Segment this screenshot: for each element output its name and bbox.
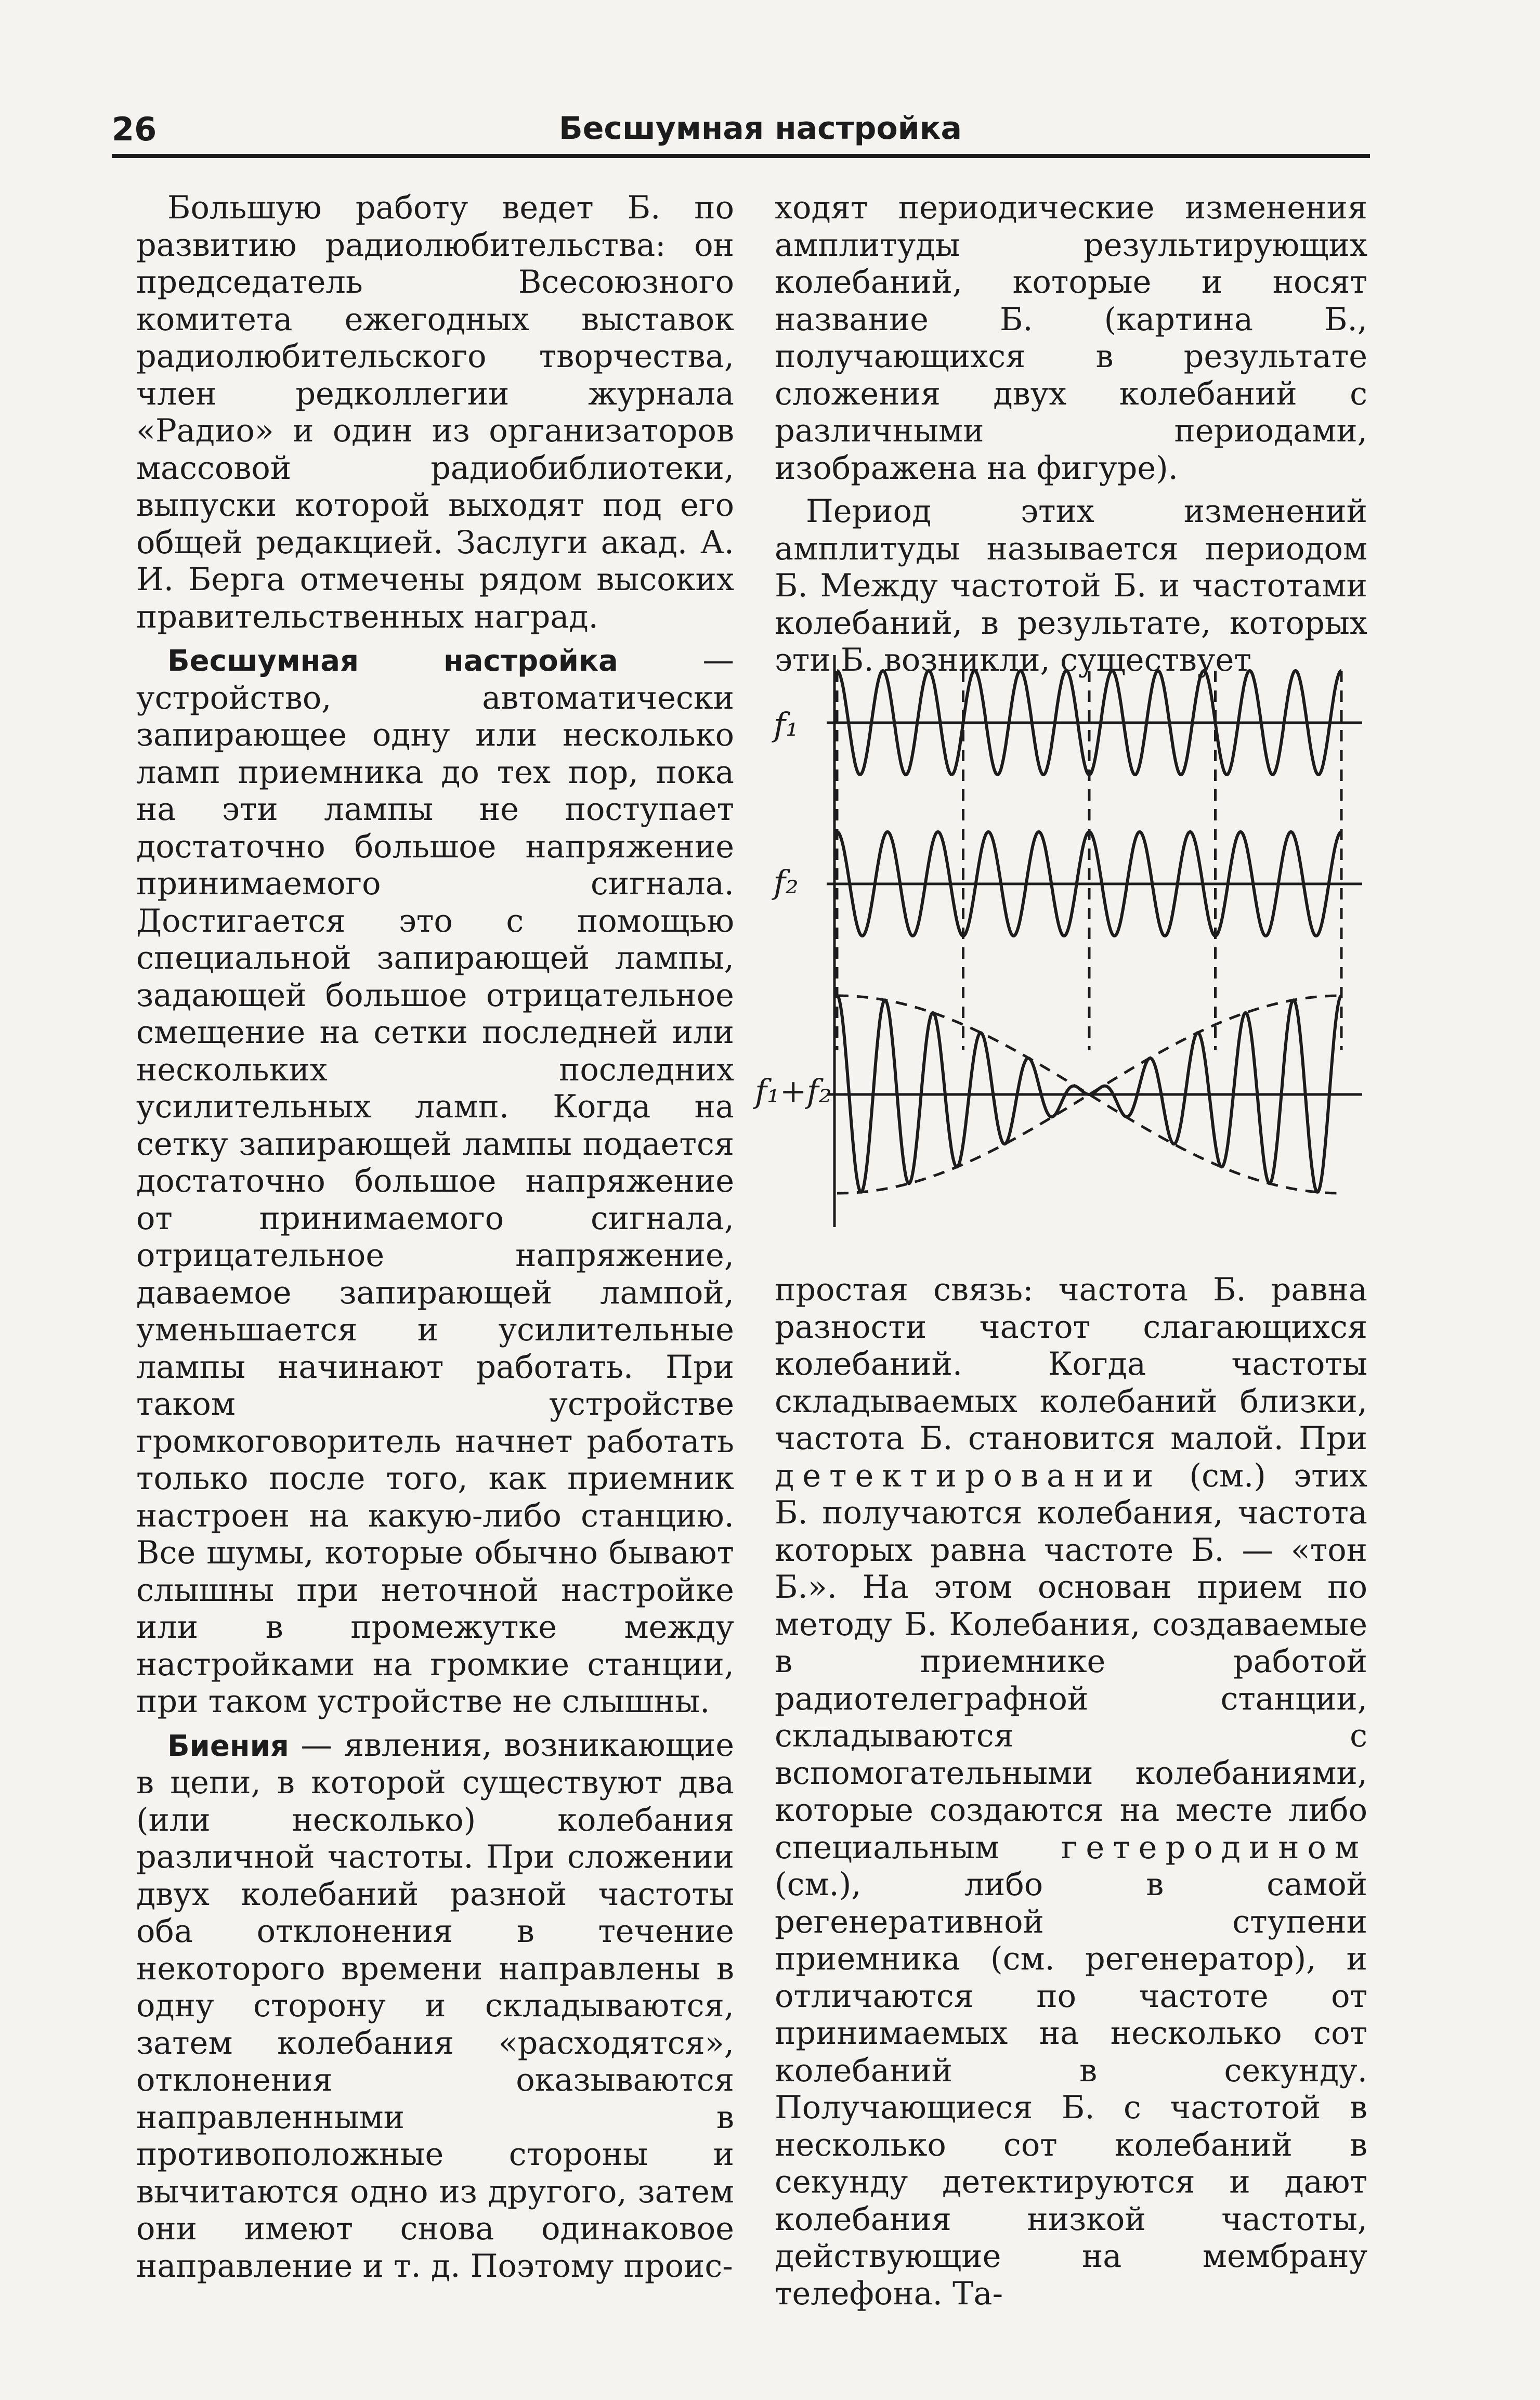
entry-text: — устройство, автоматически запирающее одну или несколько ламп приемника до тех пор, пока на эти лампы не поступает достаточно большое напряжение принимаемого сигнала. Достигается это с помощью специальной запирающей лампы, задающей большое отрицательное смещение на сетки последней или нескольких последних усилительных ламп. Когда на сетку запирающей лампы подается достаточно большое напряжение от принимаемого сигнала, отрицательное напряжение, даваемое запирающей лампой, уменьшается и усилительные лампы начинают работать. При таком устройстве громкоговоритель начнет работать только после того, как приемник настроен на какую-либо станцию. Все шумы, которые обычно бывают слышны при неточной настройке или в промежутке между настройками на громкие станции, при таком устройстве не слышны. — [136, 642, 734, 1720]
entry-noiseless-tuning — [136, 642, 734, 1721]
right-column-top — [775, 190, 1367, 680]
label-f1-plus-f2: f₁+f₂ — [755, 1072, 832, 1110]
text-run: (см.) этих Б. получаются колебания, частота которых равна частоте Б. — «тон Б.». На этом основан прием по методу Б. Колебания, создаваемые в приемнике работой радиотелеграфной станции, складываются с вспомогательными колебаниями, которые создаются на месте либо специальным — [775, 1457, 1367, 1866]
label-f2: f₂ — [774, 863, 799, 901]
text-run: (см.), либо в самой регенеративной ступени приемника (см. регенератор), и отличаются по частоте от принимаемых на несколько сот колебаний в секунду. Получающиеся Б. с частотой в несколько сот колебаний в секунду детектируются и дают колебания низкой частоты, действующие на мембрану телефона. Та- — [775, 1867, 1367, 2312]
page-number: 26 — [112, 110, 157, 148]
running-title: Бесшумная настройка — [559, 110, 962, 147]
left-column — [136, 190, 734, 2285]
paragraph-simple-relation — [775, 1272, 1367, 2313]
label-f1: f₁ — [774, 706, 799, 744]
term-heterodyne: гетеродином — [1061, 1829, 1367, 1866]
entry-term: Бесшумная настройка — [167, 644, 618, 678]
paragraph-radio-amateur: Большую работу ведет Б. по развитию радиолюбительства: он председатель Всесоюзного комитета ежегодных выставок радиолюбительского творчества, член редколлегии журнала «Радио» и один из организаторов массовой радиобиблиотеки, выпуски которой выходят под его общей редакцией. Заслуги акад. А. И. Берга отмечены рядом высоких правительственных наград. — [136, 190, 734, 635]
page-header — [112, 110, 1370, 157]
beats-diagram — [743, 645, 1383, 1243]
entry-term: Биения — [167, 1729, 289, 1763]
text-run: простая связь: частота Б. равна разности частот слагающихся колебаний. Когда частоты складываемых колебаний близки, частота Б. становится малой. При — [775, 1272, 1367, 1457]
paragraph-continuation: ходят периодические изменения амплитуды результирующих колебаний, которые и носят название Б. (картина Б., получающихся в результате сложения двух колебаний с различными периодами, изображена на фигуре). — [775, 190, 1367, 487]
entry-text: — явления, возникающие в цепи, в которой существуют два (или несколько) колебания различной частоты. При сложении двух колебаний разной частоты оба отклонения в течение некоторого времени направлены в одну сторону и складываются, затем колебания «расходятся», отклонения оказываются направленными в противоположные стороны и вычитаются одно из другого, затем они имеют снова одинаковое направление и т. д. Поэтому проис- — [136, 1727, 734, 2285]
term-detection: детектировании — [775, 1457, 1162, 1494]
paragraph-beat-period: Период этих изменений амплитуды называется периодом Б. Между частотой Б. и частотами колебаний, в результате, которых эти Б. возникли, существует — [775, 493, 1367, 679]
right-column-bottom — [775, 1272, 1367, 2313]
entry-beats — [136, 1727, 734, 2286]
header-rule — [112, 154, 1370, 158]
beats-figure — [743, 645, 1383, 1243]
